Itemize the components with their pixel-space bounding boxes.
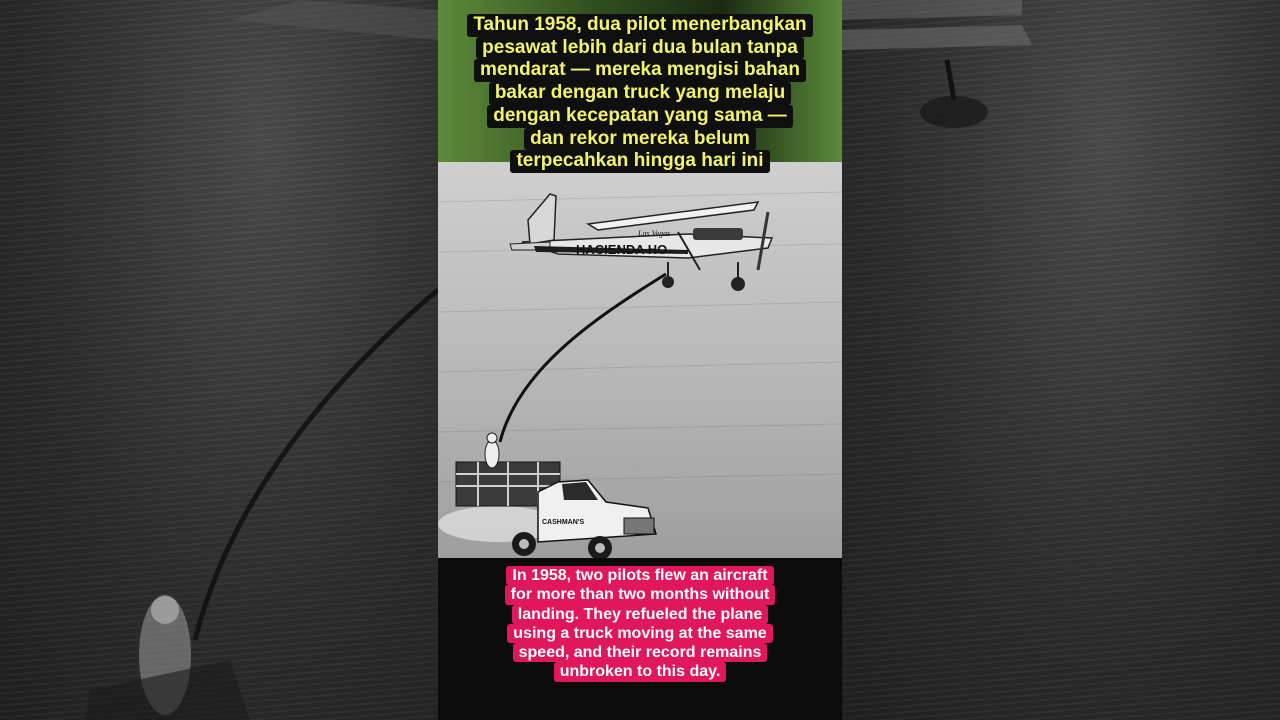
refueling-photo bbox=[438, 162, 842, 558]
caption-indonesian bbox=[438, 14, 842, 173]
caption-english-line: using a truck moving at the same bbox=[507, 624, 772, 643]
caption-english-line: In 1958, two pilots flew an aircraft bbox=[506, 566, 773, 585]
caption-indonesian-line: pesawat lebih dari dua bulan tanpa bbox=[476, 37, 804, 60]
caption-indonesian-line: Tahun 1958, dua pilot menerbangkan bbox=[467, 14, 812, 37]
backdrop-left-art bbox=[0, 0, 438, 720]
caption-indonesian-line: mendarat — mereka mengisi bahan bbox=[474, 59, 806, 82]
caption-indonesian-line: dengan kecepatan yang sama — bbox=[487, 105, 793, 128]
blurred-backdrop-left bbox=[0, 0, 438, 720]
plane-script-text: Las Vegas bbox=[638, 229, 671, 238]
caption-english-line: landing. They refueled the plane bbox=[512, 605, 768, 624]
caption-indonesian-line: terpecahkan hingga hari ini bbox=[510, 150, 769, 173]
caption-indonesian-line: bakar dengan truck yang melaju bbox=[489, 82, 791, 105]
truck-door-text: CASHMAN'S bbox=[542, 519, 585, 526]
video-frame bbox=[438, 0, 842, 720]
caption-english-line: for more than two months without bbox=[505, 585, 776, 604]
blurred-backdrop-right bbox=[842, 0, 1280, 720]
caption-english-line: unbroken to this day. bbox=[554, 662, 727, 681]
plane-livery-text: HACIENDA HO bbox=[576, 242, 668, 257]
caption-indonesian-line: dan rekor mereka belum bbox=[524, 128, 756, 151]
caption-english-line: speed, and their record remains bbox=[513, 643, 768, 662]
backdrop-right-art bbox=[842, 0, 1280, 720]
caption-english bbox=[438, 566, 842, 682]
